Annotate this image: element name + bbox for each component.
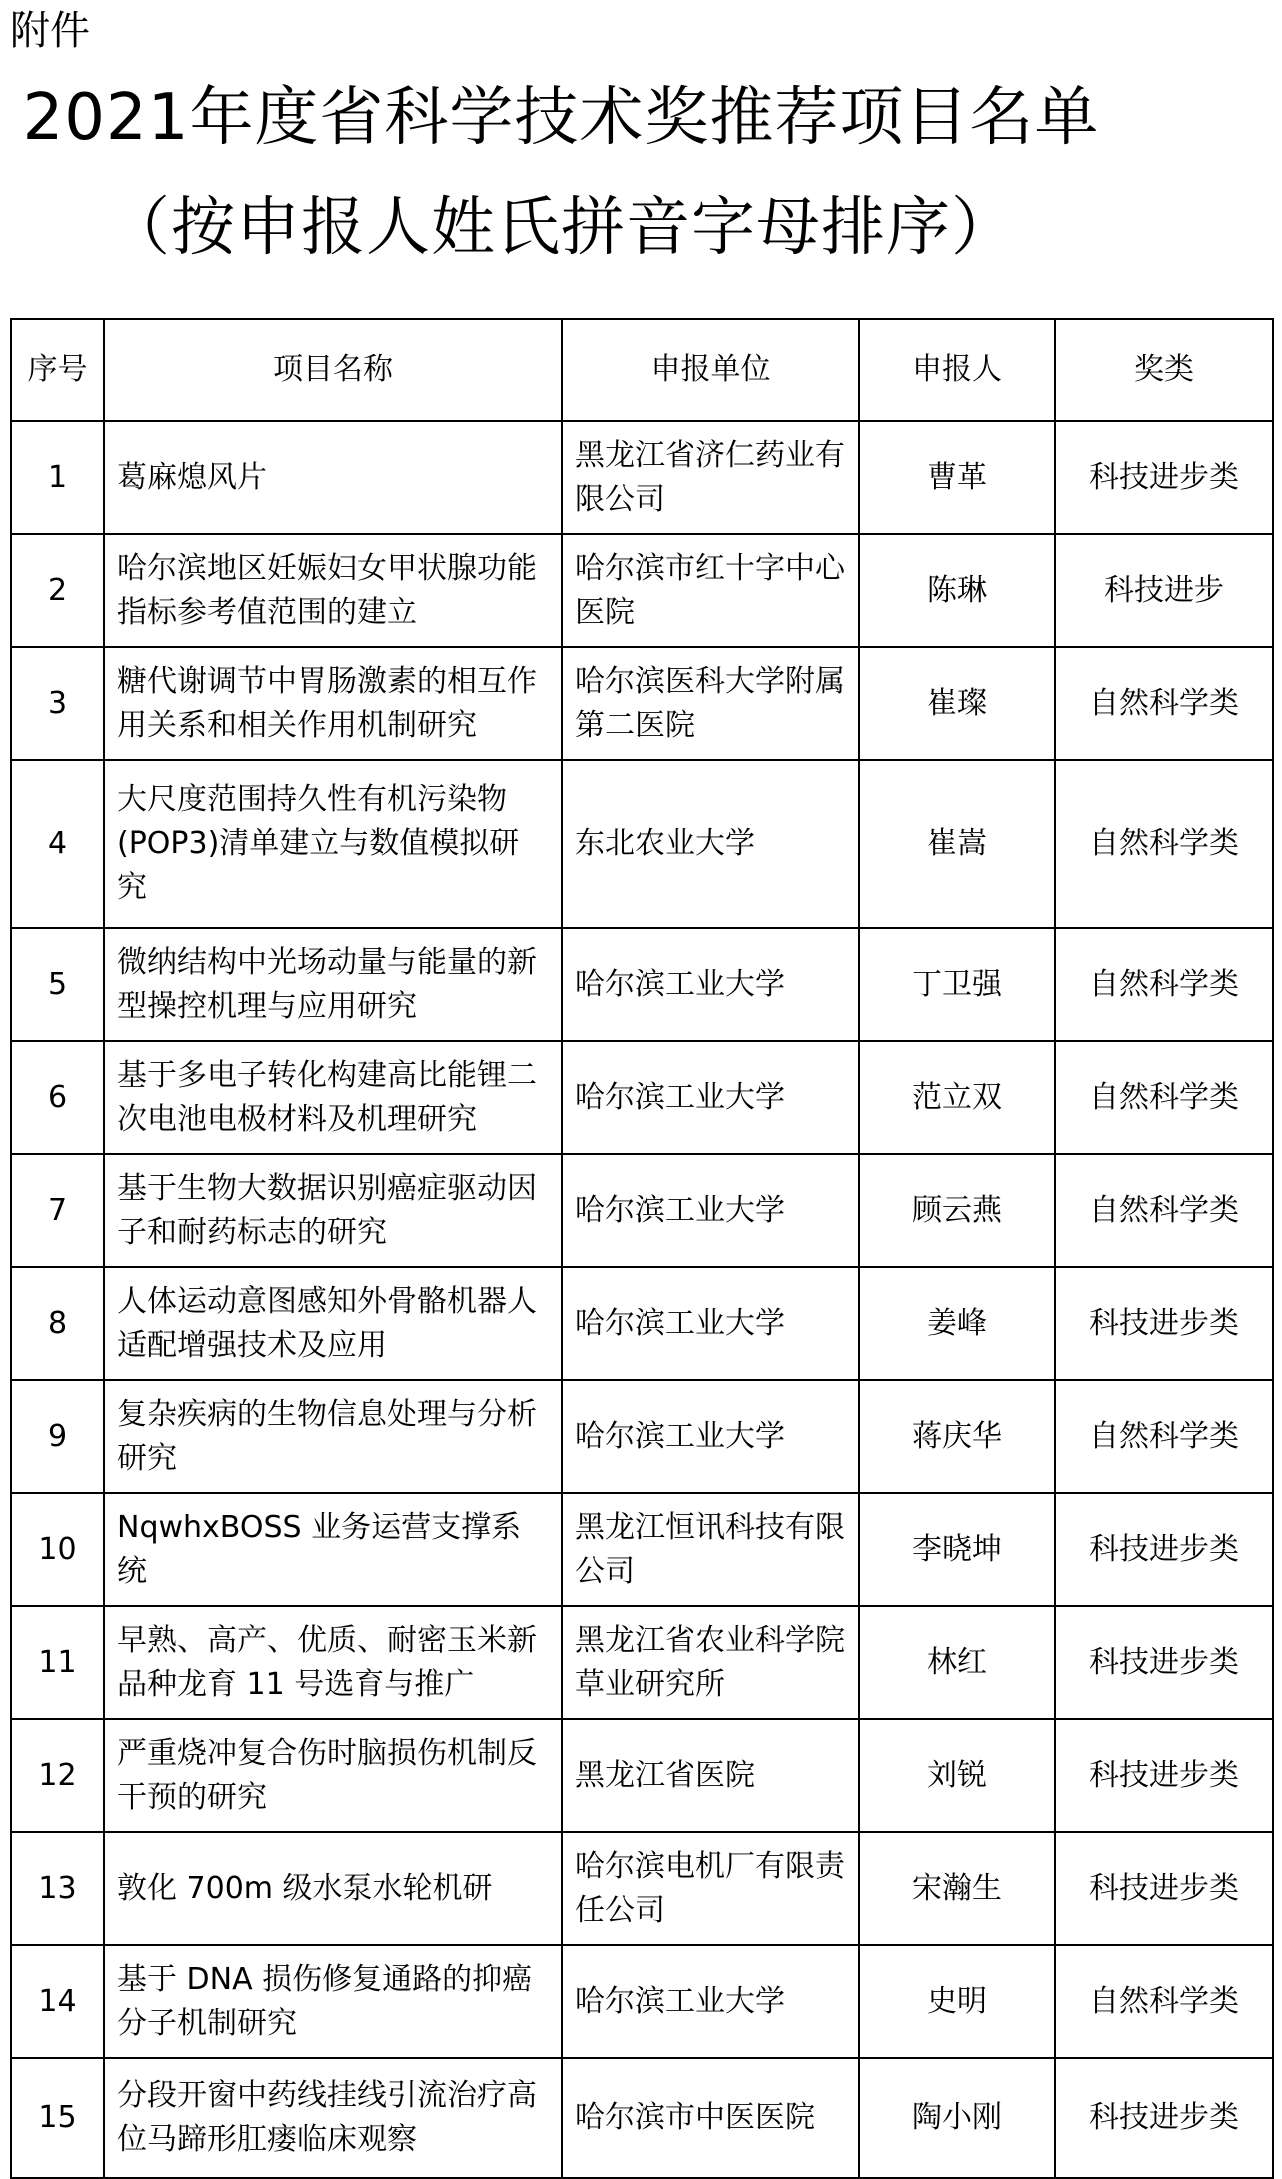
table-row <box>11 647 1273 760</box>
table-row <box>11 928 1273 1041</box>
cell-category: 自然科学类 <box>1055 928 1273 1041</box>
cell-no: 12 <box>11 1719 104 1832</box>
page-title: 2021年度省科学技术奖推荐项目名单 <box>22 81 1100 155</box>
cell-no: 1 <box>11 421 104 534</box>
cell-no: 4 <box>11 760 104 928</box>
table-row <box>11 534 1273 647</box>
cell-project-name: 葛麻熄风片 <box>104 421 562 534</box>
cell-no: 2 <box>11 534 104 647</box>
cell-project-name: 微纳结构中光场动量与能量的新型操控机理与应用研究 <box>104 928 562 1041</box>
cell-project-name: 基于 DNA 损伤修复通路的抑癌分子机制研究 <box>104 1945 562 2058</box>
cell-applicant: 刘锐 <box>859 1719 1055 1832</box>
cell-unit: 哈尔滨工业大学 <box>562 1267 859 1380</box>
cell-applicant: 姜峰 <box>859 1267 1055 1380</box>
cell-category: 科技进步 <box>1055 534 1273 647</box>
table-row <box>11 1041 1273 1154</box>
cell-unit: 哈尔滨工业大学 <box>562 1041 859 1154</box>
cell-no: 10 <box>11 1493 104 1606</box>
cell-category: 科技进步类 <box>1055 421 1273 534</box>
cell-project-name: 大尺度范围持久性有机污染物(POP3)清单建立与数值模拟研究 <box>104 760 562 928</box>
cell-no: 11 <box>11 1606 104 1719</box>
cell-unit: 哈尔滨工业大学 <box>562 928 859 1041</box>
cell-unit: 哈尔滨市中医医院 <box>562 2058 859 2178</box>
table-row <box>11 1154 1273 1267</box>
table-row <box>11 2058 1273 2178</box>
cell-no: 7 <box>11 1154 104 1267</box>
cell-applicant: 陈琳 <box>859 534 1055 647</box>
attachment-label: 附件 <box>10 8 90 54</box>
cell-category: 自然科学类 <box>1055 760 1273 928</box>
header-project-name: 项目名称 <box>104 319 562 421</box>
cell-unit: 哈尔滨工业大学 <box>562 1945 859 2058</box>
cell-applicant: 宋瀚生 <box>859 1832 1055 1945</box>
cell-applicant: 崔嵩 <box>859 760 1055 928</box>
cell-project-name: 分段开窗中药线挂线引流治疗高位马蹄形肛瘘临床观察 <box>104 2058 562 2178</box>
cell-unit: 哈尔滨工业大学 <box>562 1380 859 1493</box>
header-applicant: 申报人 <box>859 319 1055 421</box>
cell-applicant: 丁卫强 <box>859 928 1055 1041</box>
cell-unit: 哈尔滨市红十字中心医院 <box>562 534 859 647</box>
cell-project-name: 哈尔滨地区妊娠妇女甲状腺功能指标参考值范围的建立 <box>104 534 562 647</box>
cell-category: 科技进步类 <box>1055 1493 1273 1606</box>
cell-project-name: NqwhxBOSS 业务运营支撑系统 <box>104 1493 562 1606</box>
cell-applicant: 史明 <box>859 1945 1055 2058</box>
cell-unit: 黑龙江省农业科学院草业研究所 <box>562 1606 859 1719</box>
header-unit: 申报单位 <box>562 319 859 421</box>
cell-category: 自然科学类 <box>1055 1041 1273 1154</box>
cell-no: 9 <box>11 1380 104 1493</box>
cell-project-name: 糖代谢调节中胃肠激素的相互作用关系和相关作用机制研究 <box>104 647 562 760</box>
cell-applicant: 陶小刚 <box>859 2058 1055 2178</box>
cell-no: 14 <box>11 1945 104 2058</box>
table-row <box>11 1945 1273 2058</box>
cell-unit: 哈尔滨医科大学附属第二医院 <box>562 647 859 760</box>
table-row <box>11 1493 1273 1606</box>
cell-unit: 东北农业大学 <box>562 760 859 928</box>
cell-no: 13 <box>11 1832 104 1945</box>
cell-category: 科技进步类 <box>1055 2058 1273 2178</box>
cell-category: 科技进步类 <box>1055 1832 1273 1945</box>
table-row <box>11 421 1273 534</box>
cell-category: 科技进步类 <box>1055 1719 1273 1832</box>
header-no: 序号 <box>11 319 104 421</box>
cell-no: 3 <box>11 647 104 760</box>
cell-no: 8 <box>11 1267 104 1380</box>
cell-project-name: 人体运动意图感知外骨骼机器人适配增强技术及应用 <box>104 1267 562 1380</box>
cell-applicant: 崔璨 <box>859 647 1055 760</box>
cell-category: 自然科学类 <box>1055 1945 1273 2058</box>
header-category: 奖类 <box>1055 319 1273 421</box>
cell-applicant: 曹革 <box>859 421 1055 534</box>
cell-category: 科技进步类 <box>1055 1267 1273 1380</box>
cell-unit: 黑龙江恒讯科技有限公司 <box>562 1493 859 1606</box>
cell-category: 自然科学类 <box>1055 1380 1273 1493</box>
table-row <box>11 1606 1273 1719</box>
table-header-row <box>11 319 1273 421</box>
cell-category: 自然科学类 <box>1055 647 1273 760</box>
project-table <box>10 318 1274 2179</box>
cell-applicant: 李晓坤 <box>859 1493 1055 1606</box>
cell-project-name: 早熟、高产、优质、耐密玉米新品种龙育 11 号选育与推广 <box>104 1606 562 1719</box>
cell-applicant: 范立双 <box>859 1041 1055 1154</box>
cell-category: 自然科学类 <box>1055 1154 1273 1267</box>
cell-applicant: 蒋庆华 <box>859 1380 1055 1493</box>
cell-applicant: 顾云燕 <box>859 1154 1055 1267</box>
cell-unit: 黑龙江省医院 <box>562 1719 859 1832</box>
cell-no: 5 <box>11 928 104 1041</box>
cell-unit: 黑龙江省济仁药业有限公司 <box>562 421 859 534</box>
cell-category: 科技进步类 <box>1055 1606 1273 1719</box>
cell-project-name: 严重烧冲复合伤时脑损伤机制反干预的研究 <box>104 1719 562 1832</box>
cell-no: 6 <box>11 1041 104 1154</box>
cell-applicant: 林红 <box>859 1606 1055 1719</box>
cell-project-name: 复杂疾病的生物信息处理与分析研究 <box>104 1380 562 1493</box>
cell-project-name: 敦化 700m 级水泵水轮机研 <box>104 1832 562 1945</box>
table-row <box>11 1832 1273 1945</box>
table-row <box>11 760 1273 928</box>
page-subtitle: （按申报人姓氏拼音字母排序） <box>106 191 1016 265</box>
cell-unit: 哈尔滨工业大学 <box>562 1154 859 1267</box>
table-row <box>11 1267 1273 1380</box>
table-row <box>11 1380 1273 1493</box>
cell-unit: 哈尔滨电机厂有限责任公司 <box>562 1832 859 1945</box>
table-row <box>11 1719 1273 1832</box>
cell-no: 15 <box>11 2058 104 2178</box>
cell-project-name: 基于多电子转化构建高比能锂二次电池电极材料及机理研究 <box>104 1041 562 1154</box>
cell-project-name: 基于生物大数据识别癌症驱动因子和耐药标志的研究 <box>104 1154 562 1267</box>
